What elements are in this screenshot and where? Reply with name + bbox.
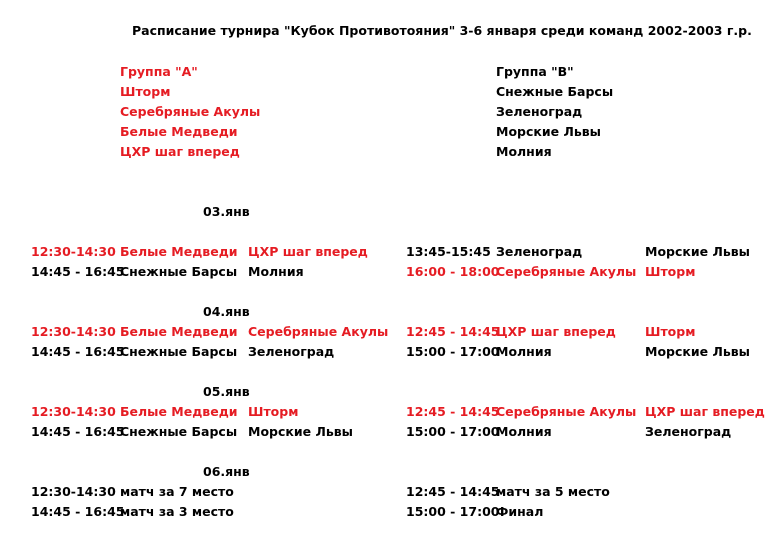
match-team-away: Зеленоград xyxy=(248,344,335,359)
group-a-team: ЦХР шаг вперед xyxy=(120,144,240,159)
match-time: 14:45 - 16:45 xyxy=(31,264,125,279)
match-team-away: ЦХР шаг вперед xyxy=(645,404,765,419)
group-a-team: Белые Медведи xyxy=(120,124,238,139)
match-time: 15:00 - 17:00 xyxy=(406,344,500,359)
match-team-away: Шторм xyxy=(248,404,299,419)
day-date-label: 04.янв xyxy=(203,304,250,319)
match-time: 13:45-15:45 xyxy=(406,244,491,259)
match-team-home: Молния xyxy=(496,344,552,359)
match-team-away: Шторм xyxy=(645,264,696,279)
match-team-away: Шторм xyxy=(645,324,696,339)
match-team-home: Снежные Барсы xyxy=(120,344,238,359)
match-time: 12:45 - 14:45 xyxy=(406,484,500,499)
match-team-home: ЦХР шаг вперед xyxy=(496,324,616,339)
group-b-label: Группа "В" xyxy=(496,64,574,79)
match-team-away: Морские Львы xyxy=(248,424,353,439)
match-team-away: Морские Львы xyxy=(645,244,750,259)
match-team-away: Молния xyxy=(248,264,304,279)
match-team-home: Зеленоград xyxy=(496,244,583,259)
day-date-label: 05.янв xyxy=(203,384,250,399)
match-time: 15:00 - 17:00 xyxy=(406,424,500,439)
match-time: 14:45 - 16:45 xyxy=(31,424,125,439)
match-time: 12:30-14:30 xyxy=(31,404,116,419)
match-team-home: Серебряные Акулы xyxy=(496,404,637,419)
day-date-label: 06.янв xyxy=(203,464,250,479)
group-a-team: Серебряные Акулы xyxy=(120,104,261,119)
match-time: 12:45 - 14:45 xyxy=(406,404,500,419)
group-b-team: Зеленоград xyxy=(496,104,583,119)
match-team-home: Серебряные Акулы xyxy=(496,264,637,279)
group-b-team: Молния xyxy=(496,144,552,159)
match-team-home: матч за 5 место xyxy=(496,484,610,499)
match-team-home: матч за 3 место xyxy=(120,504,234,519)
match-time: 12:30-14:30 xyxy=(31,484,116,499)
match-team-home: Белые Медведи xyxy=(120,244,238,259)
group-a-team: Шторм xyxy=(120,84,171,99)
match-time: 12:30-14:30 xyxy=(31,244,116,259)
group-a-label: Группа "А" xyxy=(120,64,198,79)
group-b-team: Снежные Барсы xyxy=(496,84,614,99)
page-title: Расписание турнира "Кубок Противотояния" 3-6 января среди команд 2002-2003 г.р. xyxy=(132,23,752,38)
match-team-home: Белые Медведи xyxy=(120,404,238,419)
match-time: 12:45 - 14:45 xyxy=(406,324,500,339)
match-time: 14:45 - 16:45 xyxy=(31,344,125,359)
match-team-home: матч за 7 место xyxy=(120,484,234,499)
match-time: 16:00 - 18:00 xyxy=(406,264,500,279)
match-team-away: Серебряные Акулы xyxy=(248,324,389,339)
match-time: 12:30-14:30 xyxy=(31,324,116,339)
match-team-away: Морские Львы xyxy=(645,344,750,359)
match-team-away: Зеленоград xyxy=(645,424,732,439)
group-b-team: Морские Львы xyxy=(496,124,601,139)
day-date-label: 03.янв xyxy=(203,204,250,219)
match-time: 15:00 - 17:00 xyxy=(406,504,500,519)
match-team-away: ЦХР шаг вперед xyxy=(248,244,368,259)
match-team-home: Белые Медведи xyxy=(120,324,238,339)
match-time: 14:45 - 16:45 xyxy=(31,504,125,519)
match-team-home: Молния xyxy=(496,424,552,439)
match-team-home: Снежные Барсы xyxy=(120,424,238,439)
match-team-home: Финал xyxy=(496,504,544,519)
match-team-home: Снежные Барсы xyxy=(120,264,238,279)
